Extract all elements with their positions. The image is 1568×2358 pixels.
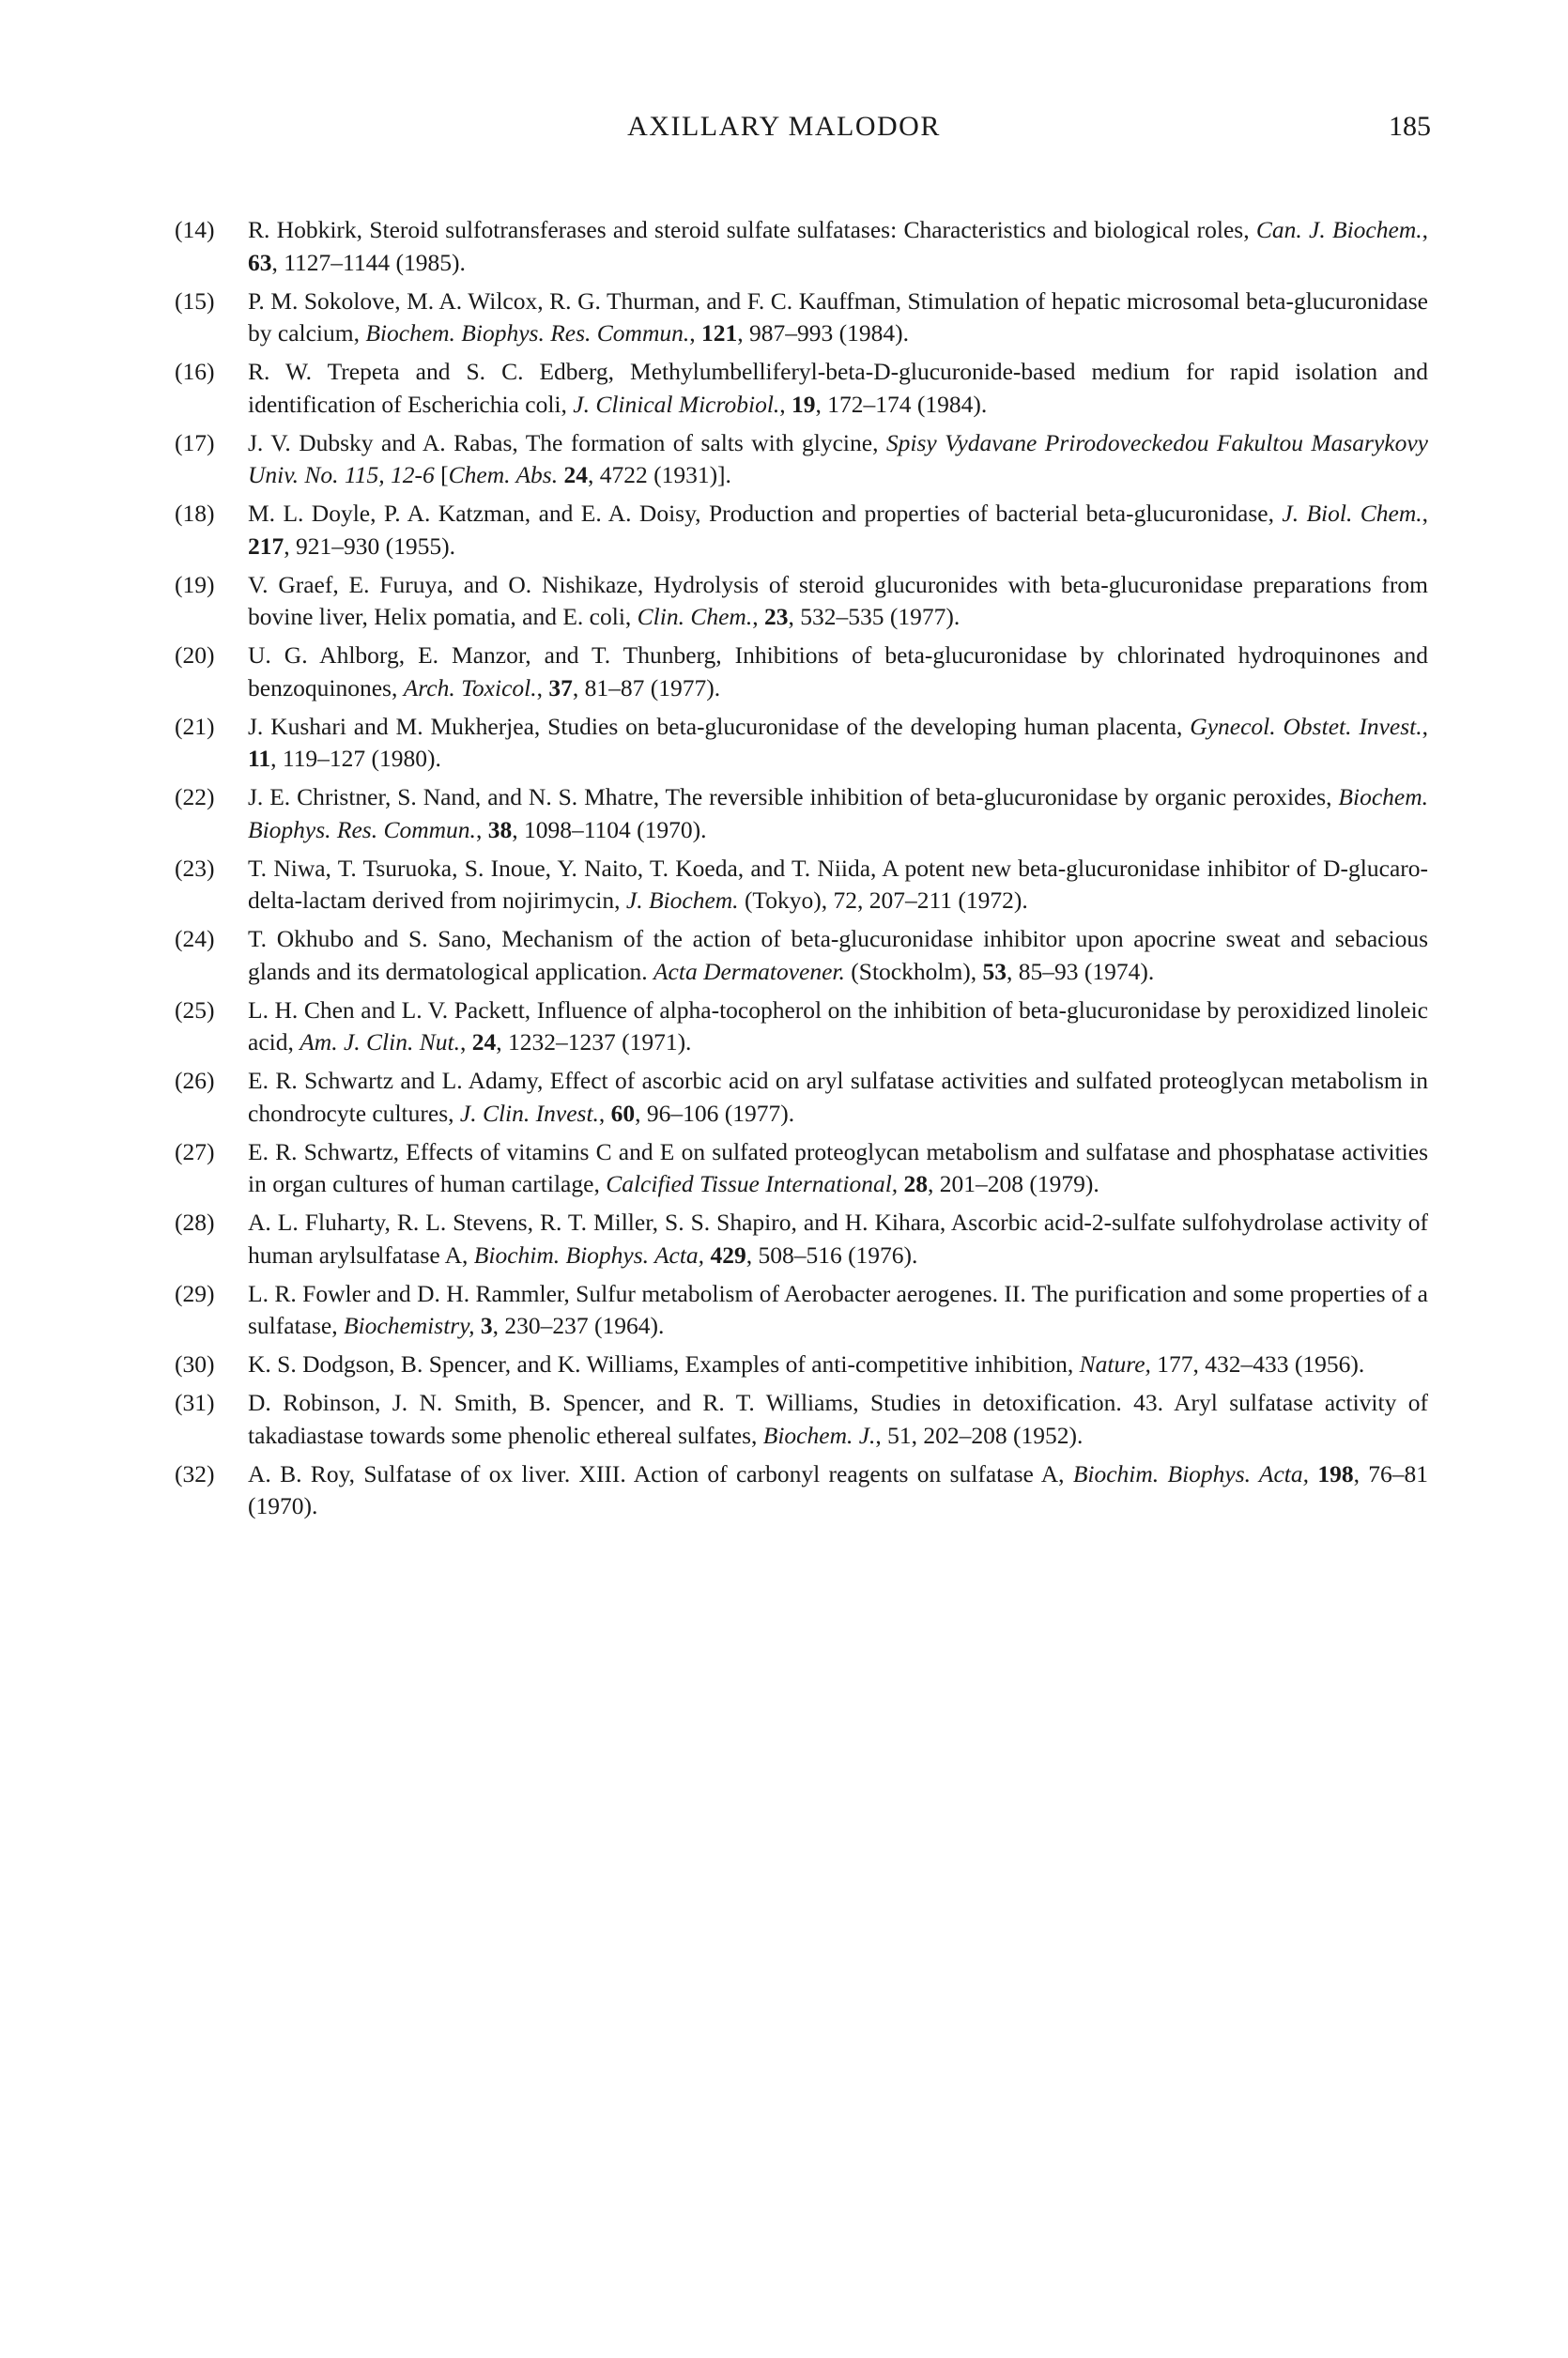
volume-number: 28 (903, 1170, 929, 1197)
journal-title: J. Biol. Chem. (1282, 500, 1422, 527)
citation-text: (Stockholm), (844, 957, 983, 985)
reference-number: (24) (175, 925, 215, 952)
running-title: AXILLARY MALODOR (627, 111, 941, 142)
reference-number: (23) (175, 854, 215, 882)
citation-text: , (459, 1028, 472, 1056)
citation-text: D. Robinson, J. N. Smith, B. Spencer, and R. T. Williams, Studies in detoxification. 43. Aryl sulfatase activity of takadiastase towards some phenolic ethereal sulfates, (248, 1389, 1428, 1449)
reference-text (248, 571, 1428, 631)
citation-text: , 921–930 (1955). (284, 532, 455, 560)
citation-text: , 230–237 (1964). (492, 1312, 665, 1339)
journal-title: Nature, (1079, 1350, 1151, 1378)
reference-item (175, 994, 1428, 1059)
citation-text: , (475, 815, 488, 843)
reference-text (248, 1460, 1428, 1520)
reference-item (175, 781, 1428, 846)
reference-item (175, 498, 1428, 563)
reference-item (175, 1065, 1428, 1130)
reference-item (175, 1458, 1428, 1523)
reference-item (175, 214, 1428, 279)
reference-text (248, 925, 1428, 985)
reference-item (175, 1207, 1428, 1271)
citation-text: (Tokyo), 72, 207–211 (1972). (738, 886, 1028, 914)
reference-item (175, 923, 1428, 988)
citation-text: P. M. Sokolove, M. A. Wilcox, R. G. Thurman, and F. C. Kauffman, Stimulation of hepatic microsomal beta-glucuronidase by calcium, (248, 286, 1428, 347)
citation-text: , 96–106 (1977). (635, 1099, 795, 1127)
citation-text: L. R. Fowler and D. H. Rammler, Sulfur metabolism of Aerobacter aerogenes. II. The purification and some properties of a sulfatase, (248, 1279, 1428, 1339)
reference-text (248, 429, 1428, 489)
journal-title: Calcified Tissue International, (606, 1170, 899, 1197)
citation-text: , (1422, 712, 1428, 740)
reference-number: (21) (175, 712, 215, 740)
reference-item (175, 1136, 1428, 1201)
reference-number: (29) (175, 1279, 215, 1307)
reference-text (248, 1350, 1364, 1378)
journal-title: J. Biochem. (625, 886, 739, 914)
reference-number: (16) (175, 358, 215, 385)
reference-text (248, 996, 1428, 1056)
journal-title: Can. J. Biochem. (1255, 216, 1422, 243)
volume-number: 11 (248, 745, 271, 772)
reference-text (248, 713, 1428, 773)
citation-text: T. Niwa, T. Tsuruoka, S. Inoue, Y. Naito, T. Koeda, and T. Niida, A potent new beta-glucuronidase inhibitor of D-glucaro-delta-lactam derived from nojirimycin, (248, 854, 1428, 914)
reference-text (248, 1389, 1428, 1449)
citation-text: E. R. Schwartz and L. Adamy, Effect of ascorbic acid on aryl sulfatase activities and sulfated proteoglycan metabolism in chondrocyte cultures, (248, 1067, 1428, 1127)
journal-title: Biochem. Biophys. Res. Commun. (248, 783, 1428, 843)
citation-text: , 1098–1104 (1970). (512, 815, 707, 843)
reference-number: (30) (175, 1350, 215, 1378)
reference-number: (19) (175, 570, 215, 598)
reference-item (175, 569, 1428, 634)
citation-text: , 508–516 (1976). (746, 1241, 918, 1269)
citation-text: , (598, 1099, 611, 1127)
journal-title: Gynecol. Obstet. Invest. (1190, 712, 1422, 740)
reference-text (248, 358, 1428, 418)
citation-text: , 1127–1144 (1985). (271, 248, 466, 276)
reference-number: (32) (175, 1459, 215, 1487)
volume-number: 63 (248, 248, 272, 276)
citation-text: , (1422, 500, 1428, 527)
citation-text: A. L. Fluharty, R. L. Stevens, R. T. Miller, S. S. Shapiro, and H. Kihara, Ascorbic acid-2-sulfate sulfohydrolase activity of human arylsulfatase A, (248, 1209, 1428, 1269)
reference-item (175, 356, 1428, 421)
citation-text: J. Kushari and M. Mukherjea, Studies on beta-glucuronidase of the developing human placenta, (248, 712, 1191, 740)
citation-text: R. W. Trepeta and S. C. Edberg, Methylumbelliferyl-beta-D-glucuronide-based medium for rapid isolation and identification of Escherichia coli, (248, 358, 1428, 418)
reference-item (175, 1278, 1428, 1343)
journal-title: Biochemistry, (343, 1312, 475, 1339)
reference-item (175, 640, 1428, 704)
reference-number: (31) (175, 1389, 215, 1416)
reference-text (248, 641, 1428, 701)
reference-text (248, 1067, 1428, 1127)
volume-number: 217 (248, 532, 284, 560)
journal-title: J. Clinical Microbiol. (573, 390, 780, 418)
citation-text: V. Graef, E. Furuya, and O. Nishikaze, Hydrolysis of steroid glucuronides with beta-glucuronidase preparations from bovine liver, Helix pomatia, and E. coli, (248, 570, 1428, 630)
journal-title: Arch. Toxicol. (403, 673, 537, 701)
reference-item (175, 285, 1428, 350)
reference-number: (25) (175, 995, 215, 1024)
reference-number: (27) (175, 1137, 215, 1165)
citation-text: K. S. Dodgson, B. Spencer, and K. Williams, Examples of anti-competitive inhibition, (248, 1350, 1080, 1378)
journal-title: Biochim. Biophys. Acta, (1072, 1459, 1309, 1487)
citation-text: , 76–81 (1970). (248, 1459, 1429, 1519)
volume-number: 24 (563, 461, 588, 488)
citation-text: , 119–127 (1980). (270, 745, 441, 772)
citation-text: E. R. Schwartz, Effects of vitamins C and E on sulfated proteoglycan metabolism and sulfatase and phosphatase activities in organ cultures of human cartilage, (248, 1137, 1428, 1197)
citation-text: , (536, 673, 549, 701)
journal-title: Chem. Abs. (448, 461, 559, 488)
reference-number: (26) (175, 1067, 215, 1094)
reference-text (248, 1138, 1428, 1198)
reference-text (248, 1280, 1428, 1340)
volume-number: 37 (548, 673, 573, 701)
journal-title: Biochem. Biophys. Res. Commun. (365, 319, 690, 347)
reference-list (175, 214, 1428, 1529)
citation-text: , (779, 390, 792, 418)
volume-number: 121 (701, 319, 738, 347)
citation-text: 177, 432–433 (1956). (1150, 1350, 1365, 1378)
citation-text: , 85–93 (1974). (1007, 957, 1155, 985)
volume-number: 429 (710, 1241, 746, 1269)
citation-text: , (689, 319, 701, 347)
volume-number: 24 (471, 1028, 497, 1056)
reference-item (175, 711, 1428, 776)
citation-text: A. B. Roy, Sulfatase of ox liver. XIII. Action of carbonyl reagents on sulfatase A, (248, 1459, 1073, 1487)
citation-text (1309, 1460, 1317, 1487)
citation-text: , 172–174 (1984). (815, 390, 988, 418)
volume-number: 19 (792, 390, 816, 418)
citation-text: T. Okhubo and S. Sano, Mechanism of the action of beta-glucuronidase inhibitor upon apocrine sweat and sebacious glands and its dermatological application. (248, 925, 1428, 985)
citation-text: , 532–535 (1977). (788, 603, 961, 630)
journal-title: Acta Dermatovener. (653, 957, 845, 985)
citation-text: , 81–87 (1977). (572, 673, 721, 701)
journal-title: Am. J. Clin. Nut. (300, 1028, 460, 1056)
reference-item (175, 853, 1428, 917)
citation-text: , 201–208 (1979). (928, 1170, 1099, 1197)
volume-number: 53 (982, 957, 1007, 985)
reference-text (248, 287, 1428, 347)
reference-number: (14) (175, 216, 215, 243)
volume-number: 198 (1317, 1459, 1354, 1487)
citation-text: R. Hobkirk, Steroid sulfotransferases and steroid sulfate sulfatases: Characteristics and biological roles, (248, 216, 1256, 243)
reference-number: (15) (175, 286, 215, 315)
volume-number: 23 (763, 603, 789, 630)
reference-text (248, 216, 1428, 276)
reference-item (175, 1349, 1428, 1381)
citation-text: U. G. Ahlborg, E. Manzor, and T. Thunberg, Inhibitions of beta-glucuronidase by chlorinated hydroquinones and benzoquinones, (248, 641, 1428, 701)
citation-text: J. E. Christner, S. Nand, and N. S. Mhatre, The reversible inhibition of beta-glucuronidase by organic peroxides, (248, 783, 1339, 810)
reference-number: (28) (175, 1209, 215, 1236)
volume-number: 3 (480, 1312, 493, 1339)
journal-title: J. Clin. Invest. (459, 1099, 599, 1127)
citation-text: J. V. Dubsky and A. Rabas, The formation of salts with glycine, (248, 428, 886, 456)
journal-title: Biochim. Biophys. Acta, (473, 1241, 705, 1269)
journal-title: Spisy Vydavane Prirodoveckedou Fakultou Masarykovy Univ. No. 115, 12-6 (248, 428, 1428, 488)
reference-text (248, 783, 1428, 843)
citation-text: L. H. Chen and L. V. Packett, Influence of alpha-tocopherol on the inhibition of beta-glucuronidase by peroxidized linoleic acid, (248, 995, 1428, 1056)
volume-number: 38 (487, 815, 513, 843)
citation-text: , 1232–1237 (1971). (496, 1028, 692, 1056)
reference-text (248, 500, 1428, 560)
citation-text: , 51, 202–208 (1952). (875, 1421, 1084, 1449)
citation-text: M. L. Doyle, P. A. Katzman, and E. A. Doisy, Production and properties of bacterial beta-glucuronidase, (248, 500, 1283, 527)
citation-text: , 4722 (1931)]. (587, 461, 731, 488)
page-number: 185 (1389, 111, 1431, 142)
reference-text (248, 1209, 1428, 1269)
citation-text: , (752, 603, 764, 630)
reference-text (248, 855, 1428, 915)
citation-text: [ (434, 461, 449, 488)
journal-title: Biochem. J. (762, 1421, 876, 1449)
citation-text: , 987–993 (1984). (737, 319, 909, 347)
reference-item (175, 427, 1428, 492)
journal-title: Clin. Chem. (637, 603, 753, 630)
reference-number: (18) (175, 500, 215, 527)
reference-number: (22) (175, 783, 215, 810)
citation-text: , (1422, 216, 1428, 243)
reference-item (175, 1387, 1428, 1452)
reference-number: (17) (175, 428, 215, 456)
volume-number: 60 (610, 1099, 636, 1127)
reference-number: (20) (175, 641, 215, 669)
